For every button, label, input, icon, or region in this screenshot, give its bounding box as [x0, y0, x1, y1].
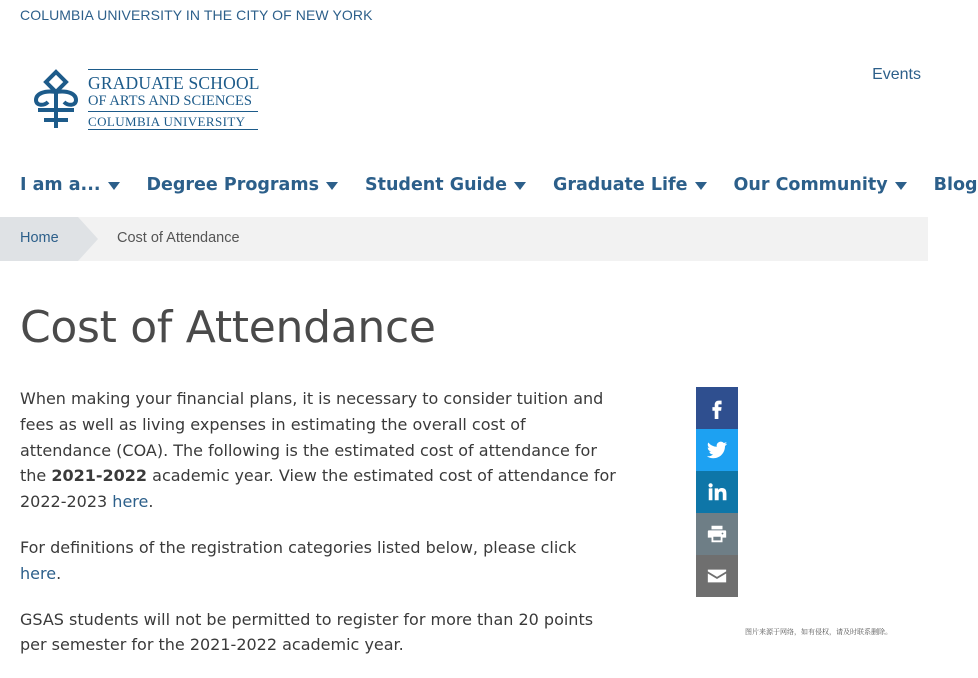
crown-crest-icon: [30, 68, 82, 130]
events-link[interactable]: Events: [872, 66, 921, 83]
share-twitter-button[interactable]: [696, 429, 738, 471]
caret-down-icon: [514, 182, 526, 190]
share-facebook-button[interactable]: [696, 387, 738, 429]
definitions-text: For definitions of the registration categories listed below, please click: [20, 537, 577, 557]
intro-text-end: .: [148, 492, 154, 512]
nav-item-our-community[interactable]: [734, 175, 907, 195]
share-linkedin-button[interactable]: [696, 471, 738, 513]
main-nav: [20, 172, 978, 198]
caret-down-icon: [895, 182, 907, 190]
caret-down-icon: [326, 182, 338, 190]
print-button[interactable]: [696, 513, 738, 555]
share-toolbar: [696, 387, 738, 597]
logo-line-columbia: COLUMBIA UNIVERSITY: [88, 114, 246, 129]
print-icon: [706, 523, 728, 545]
breadcrumb-current: Cost of Attendance: [117, 230, 240, 246]
logo-line-arts-sciences: OF ARTS AND SCIENCES: [88, 93, 252, 109]
intro-text-continued: academic year. View the estimated cost of attendance for 2022-2023: [20, 466, 616, 512]
nav-item-student-guide[interactable]: [365, 175, 526, 195]
nav-item-graduate-life[interactable]: [553, 175, 707, 195]
page-title: Cost of Attendance: [20, 302, 436, 353]
definitions-text-end: .: [56, 563, 62, 583]
logo-line-graduate-school: GRADUATE SCHOOL: [88, 73, 260, 93]
nav-item-degree-programs[interactable]: [147, 175, 338, 195]
breadcrumb-separator: [78, 217, 98, 261]
nav-item-label: I am a...: [20, 175, 101, 195]
nav-item-label: Our Community: [733, 175, 888, 195]
linkedin-icon: [706, 481, 728, 503]
share-email-button[interactable]: [696, 555, 738, 597]
watermark-text: 图片来源于网络，如有侵权，请及时联系删除。: [745, 628, 892, 636]
breadcrumb-home[interactable]: [0, 217, 78, 261]
main-content: [20, 386, 620, 678]
university-banner-link[interactable]: COLUMBIA UNIVERSITY IN THE CITY OF NEW YORK: [20, 7, 373, 23]
caret-down-icon: [695, 182, 707, 190]
twitter-icon: [705, 439, 729, 461]
breadcrumb: [0, 217, 928, 261]
facebook-icon: [706, 397, 728, 419]
breadcrumb-home-label[interactable]: Home: [20, 230, 59, 246]
points-limit-paragraph: GSAS students will not be permitted to register for more than 20 points per semester for the 2021-2022 academic year.: [20, 609, 594, 655]
nav-item-label: Degree Programs: [146, 175, 319, 195]
intro-text: When making your financial plans, it is necessary to consider tuition and fees as well as living expenses in estimating the overall cost of attendance (COA). The following is the estimated cost of attendance for the: [20, 389, 604, 486]
nav-item-label: Graduate Life: [552, 175, 688, 195]
nav-item-i-am-a[interactable]: [20, 175, 120, 195]
academic-year-bold: 2021-2022: [51, 466, 148, 486]
nav-item-label: Student Guide: [364, 175, 507, 195]
gsas-logo[interactable]: [30, 68, 262, 130]
intro-paragraph: [20, 386, 620, 515]
definitions-paragraph: [20, 535, 620, 587]
registration-definitions-link[interactable]: here: [20, 563, 57, 583]
email-icon: [705, 565, 729, 587]
nav-item-blog[interactable]: [934, 175, 978, 195]
coa-2022-2023-link[interactable]: here: [112, 492, 149, 512]
nav-item-label: Blog: [933, 175, 978, 195]
caret-down-icon: [108, 182, 120, 190]
